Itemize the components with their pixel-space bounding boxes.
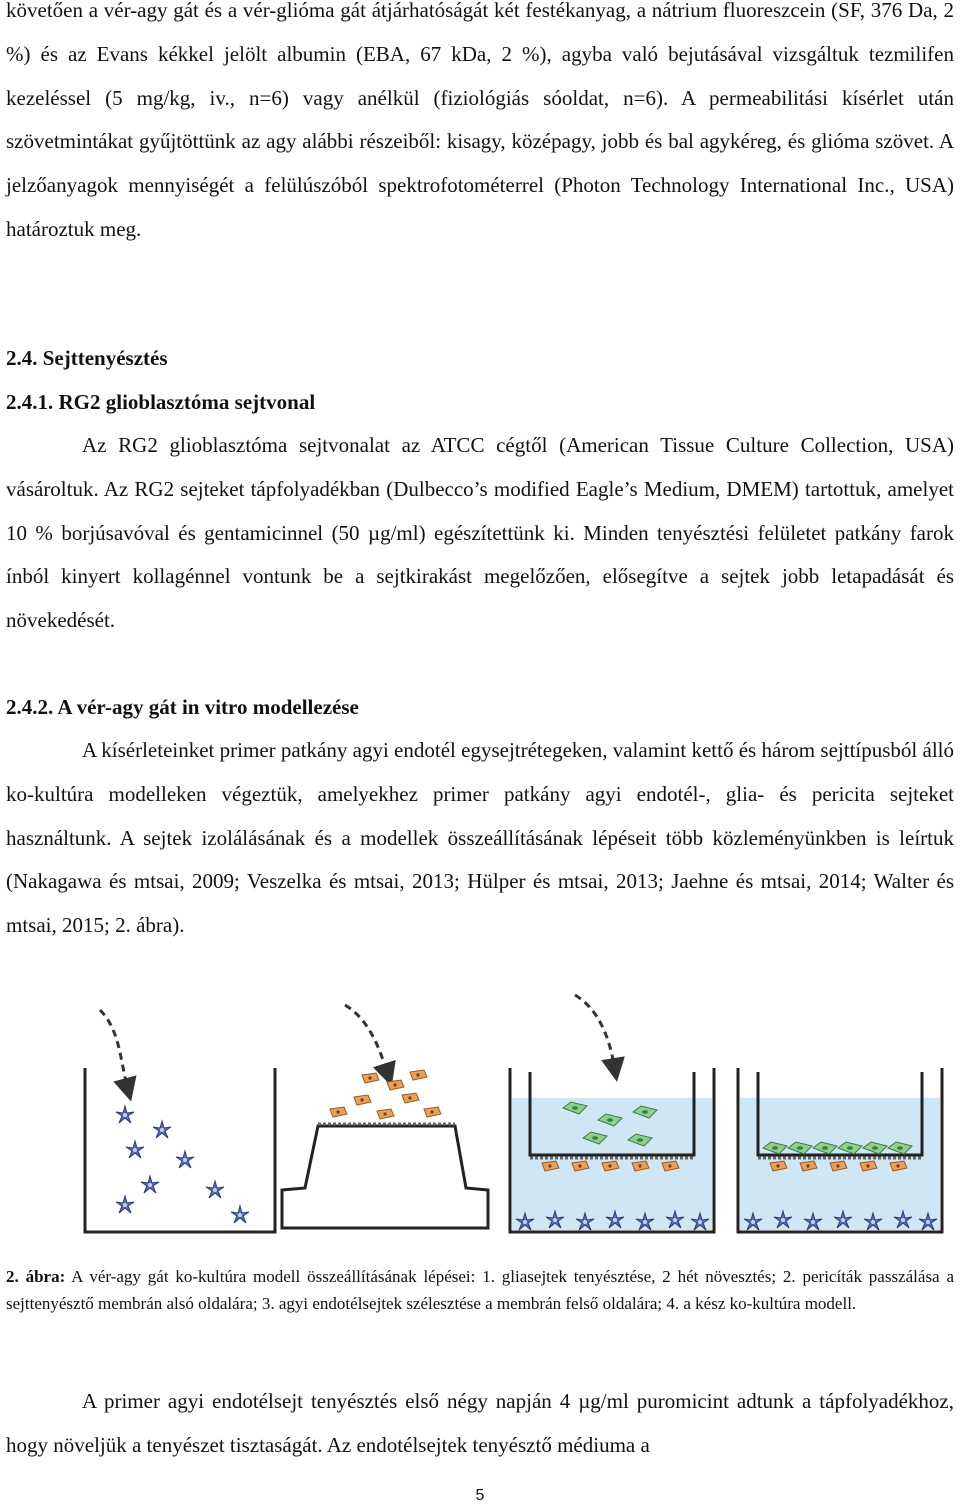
panel-complete-co-culture	[738, 1068, 942, 1232]
panel-endothelial-seeding	[510, 995, 714, 1232]
panel-glia-seeding	[85, 1010, 275, 1232]
page-number: 5	[475, 1487, 485, 1504]
heading-bbb-model: 2.4.2. A vér-agy gát in vitro modellezése	[6, 695, 359, 719]
figure-co-culture-steps	[0, 990, 960, 1240]
paragraph-methods-permeability: követően a vér-agy gát és a vér-glióma gát átjárhatóságát két festékanyag, a nátrium fluoreszcein (SF, 376 Da, 2 %) és az Evans kékkel jelölt albumin (EBA, 67 kDa, 2 %), agyba való bejutásával vizsgáltuk tezmilifen kezeléssel (5 mg/kg, iv., n=6) vagy anélkül (fiziológiás sóoldat, n=6). A permeabilitási kísérlet után szövetmintákat gyűjtöttünk az agy alábbi részeiből: kisagy, középagy, jobb és bal agykéreg, és glióma szövet. A jelzőanyagok mennyiségét a felülúszóból spektrofotométerrel (Photon Technology International Inc., USA) határoztuk meg.	[6, 0, 954, 241]
panel-pericyte-seeding	[282, 1005, 488, 1228]
paragraph-puromycin: A primer agyi endotélsejt tenyésztés első négy napján 4 µg/ml puromicint adtunk a tápfolyadékhoz, hogy növeljük a tenyészet tisztaságát. Az endotélsejtek tenyésztő médiuma a	[6, 1389, 954, 1457]
caption-label: 2. ábra:	[6, 1267, 66, 1286]
figure-caption	[6, 1264, 954, 1317]
heading-rg2-cell-line: 2.4.1. RG2 glioblasztóma sejtvonal	[6, 390, 316, 414]
caption-text: A vér-agy gát ko-kultúra modell összeállításának lépései: 1. gliasejtek tenyésztése, 2 hét növesztés; 2. pericíták passzálása a sejttenyésztő membrán alsó oldalára; 3. agyi endotélsejtek szélesztése a membrán felső oldalára; 4. a kész ko-kultúra modell.	[6, 1267, 954, 1313]
paragraph-bbb-model: A kísérleteinket primer patkány agyi endotél egysejtrétegeken, valamint kettő és három sejttípusból álló ko-kultúra modelleken végeztük, amelyekhez primer patkány agyi endotél-, glia- és pericita sejteket használtunk. A sejtek izolálásának és a modellek összeállításának lépéseit több közleményünkben is leírtuk (Nakagawa és mtsai, 2009; Veszelka és mtsai, 2013; Hülper és mtsai, 2013; Jaehne és mtsai, 2014; Walter és mtsai, 2015; 2. ábra).	[6, 738, 954, 938]
heading-cell-culture: 2.4. Sejttenyésztés	[6, 346, 168, 370]
paragraph-rg2: Az RG2 glioblasztóma sejtvonalat az ATCC cégtől (American Tissue Culture Collection, USA) vásároltuk. Az RG2 sejteket tápfolyadékban (Dulbecco’s modified Eagle’s Medium, DMEM) tartottuk, amelyet 10 % borjúsavóval és gentamicinnel (50 µg/ml) egészítettünk ki. Minden tenyésztési felületet patkány farok ínból kinyert kollagénnel vontunk be a sejtkirakást megelőzően, elősegítve a sejtek jobb letapadását és növekedését.	[6, 433, 954, 633]
